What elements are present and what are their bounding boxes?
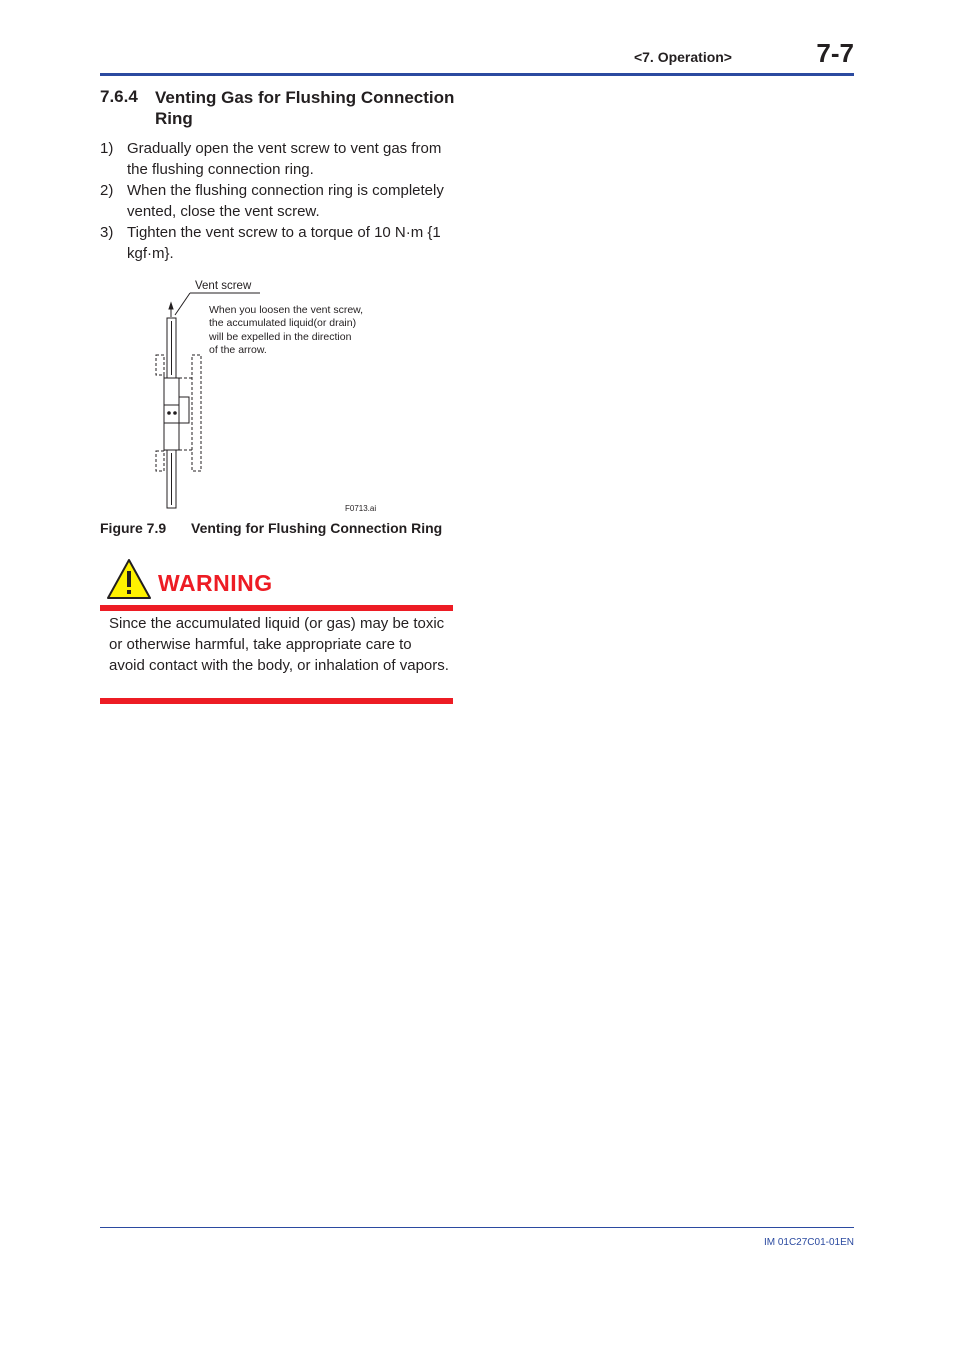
warning-bar-bottom: [100, 698, 453, 704]
figure-note-line: will be expelled in the direction: [209, 331, 352, 343]
figure-note-line: the accumulated liquid(or drain): [209, 317, 357, 329]
footer-rule: [100, 1227, 854, 1228]
warning-bar-top: [100, 605, 453, 611]
figure-note-line: of the arrow.: [209, 344, 267, 356]
warning-text: Since the accumulated liquid (or gas) may be toxic or otherwise harmful, take appropriate care to avoid contact with the body, or inhalation of vapors.: [109, 615, 449, 674]
chapter-label: <7. Operation>: [633, 49, 732, 65]
figure-note-line: When you loosen the vent screw,: [209, 304, 364, 316]
step-item: [100, 180, 460, 222]
step-item: [100, 222, 460, 264]
document-id: IM 01C27C01-01EN: [763, 1237, 854, 1248]
section-number: 7.6.4: [100, 87, 138, 106]
step-item: [100, 138, 460, 180]
step-text: When the flushing connection ring is completely vented, close the vent screw.: [127, 182, 444, 220]
callout-vent-screw: Vent screw: [195, 280, 252, 292]
page-number: 7-7: [816, 38, 854, 68]
header-rule: [100, 73, 854, 76]
step-number: 1): [100, 140, 114, 157]
figure-caption-title: Venting for Flushing Connection Ring: [191, 520, 443, 536]
section-title: Venting Gas for Flushing Connection Ring: [155, 88, 455, 128]
step-text: Gradually open the vent screw to vent gas from the flushing connection ring.: [127, 140, 442, 178]
step-text: Tighten the vent screw to a torque of 10 N·m {1 kgf·m}.: [127, 224, 441, 262]
warning-title: WARNING: [158, 570, 273, 596]
step-list: [100, 138, 460, 264]
step-number: 3): [100, 224, 114, 241]
figure-file-id: F0713.ai: [345, 504, 377, 513]
warning-triangle-icon: [106, 558, 152, 600]
figure-caption-label: Figure 7.9: [100, 520, 167, 536]
figure-caption: [100, 520, 480, 536]
vent-diagram: [150, 275, 390, 515]
step-number: 2): [100, 182, 114, 199]
